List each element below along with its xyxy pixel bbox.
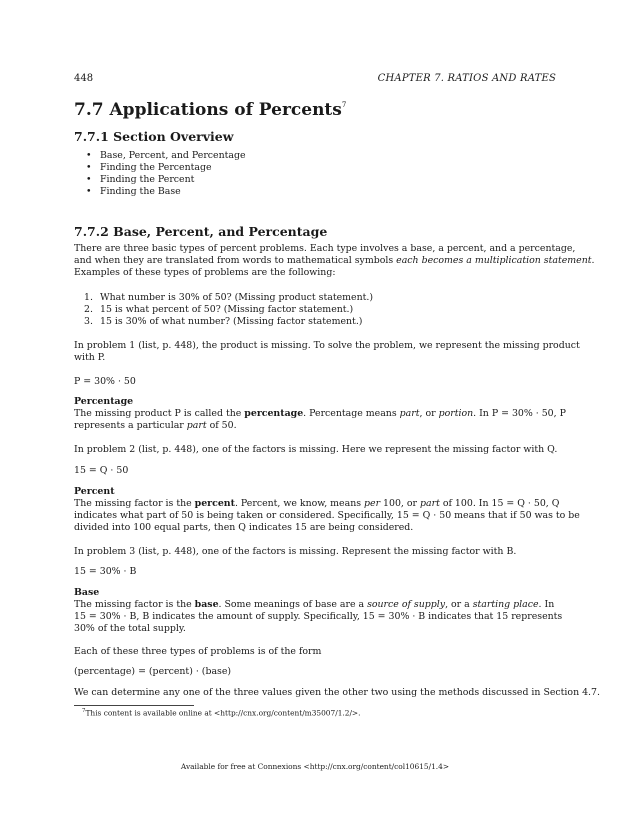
paragraph-line: 30% of the total supply. xyxy=(74,623,186,634)
page-footer[interactable]: Available for free at Connexions <http://cnx.org/content/col10615/1.4> xyxy=(180,762,450,771)
subheading-percent: Percent xyxy=(74,486,115,497)
list-item: • Finding the Percent xyxy=(86,174,195,185)
list-item: • Finding the Percentage xyxy=(86,162,212,173)
subheading-percentage: Percentage xyxy=(74,396,134,407)
paragraph-line: with P. xyxy=(74,352,106,363)
paragraph-line: The missing factor is the base. Some meanings of base are a source of supply, or a starting place. In xyxy=(74,599,555,610)
paragraph-line: represents a particular part of 50. xyxy=(74,420,237,431)
paragraph-line: In problem 2 (list, p. 448), one of the factors is missing. Here we represent the missing factor with Q. xyxy=(74,444,558,455)
footnote-marker[interactable]: 7 xyxy=(341,101,347,109)
paragraph-line: Examples of these types of problems are the following: xyxy=(74,267,336,278)
paragraph-line: Each of these three types of problems is of the form xyxy=(74,646,322,657)
bpp-heading: 7.7.2 Base, Percent, and Percentage xyxy=(74,224,328,239)
equation: 15 = Q · 50 xyxy=(74,465,129,476)
equation: (percentage) = (percent) · (base) xyxy=(74,666,232,677)
paragraph-line: In problem 1 (list, p. 448), the product is missing. To solve the problem, we represent the missing product xyxy=(74,340,580,351)
equation: 15 = 30% · B xyxy=(74,566,137,577)
footnote: $^7$This content is available online at <http://cnx.org/content/m35007/1.2/>. xyxy=(82,708,361,718)
paragraph-line: and when they are translated from words to mathematical symbols each becomes a multiplication statement. xyxy=(74,255,595,266)
paragraph-line: We can determine any one of the three values given the other two using the methods discussed in Section 4.7. xyxy=(74,687,600,698)
footnote-divider xyxy=(74,705,194,706)
overview-heading: 7.7.1 Section Overview xyxy=(74,129,234,144)
list-item: • Finding the Base xyxy=(86,186,181,197)
chapter-title: CHAPTER 7. RATIOS AND RATES xyxy=(377,73,556,84)
paragraph-line: indicates what part of 50 is being taken or considered. Specifically, 15 = Q · 50 means that if 50 was to be xyxy=(74,510,580,521)
paragraph-line: 15 = 30% · B, B indicates the amount of supply. Specifically, 15 = 30% · B indicates that 15 represents xyxy=(74,611,563,622)
paragraph-line: divided into 100 equal parts, then Q indicates 15 are being considered. xyxy=(74,522,414,533)
paragraph-line: The missing factor is the percent. Percent, we know, means per 100, or part of 100. In 15 = Q · 50, Q xyxy=(74,498,560,509)
list-item: • Base, Percent, and Percentage xyxy=(86,150,246,161)
list-item: 2. 15 is what percent of 50? (Missing factor statement.) xyxy=(84,304,354,315)
page-number: 448 xyxy=(74,73,94,84)
subheading-base: Base xyxy=(74,587,100,598)
paragraph-line: In problem 3 (list, p. 448), one of the factors is missing. Represent the missing factor with B. xyxy=(74,546,517,557)
list-item: 3. 15 is 30% of what number? (Missing factor statement.) xyxy=(84,316,363,327)
section-title: 7.7 Applications of Percents$^7$ xyxy=(74,100,347,120)
equation: P = 30% · 50 xyxy=(74,376,136,387)
paragraph-line: There are three basic types of percent problems. Each type involves a base, a percent, and a percentage, xyxy=(74,243,576,254)
footnote-link[interactable]: This content is available online at <http://cnx.org/content/m35007/1.2/>. xyxy=(85,708,361,718)
list-item: 1. What number is 30% of 50? (Missing product statement.) xyxy=(84,292,374,303)
paragraph-line: The missing product P is called the percentage. Percentage means part, or portion. In P = 30% · 50, P xyxy=(74,408,566,419)
